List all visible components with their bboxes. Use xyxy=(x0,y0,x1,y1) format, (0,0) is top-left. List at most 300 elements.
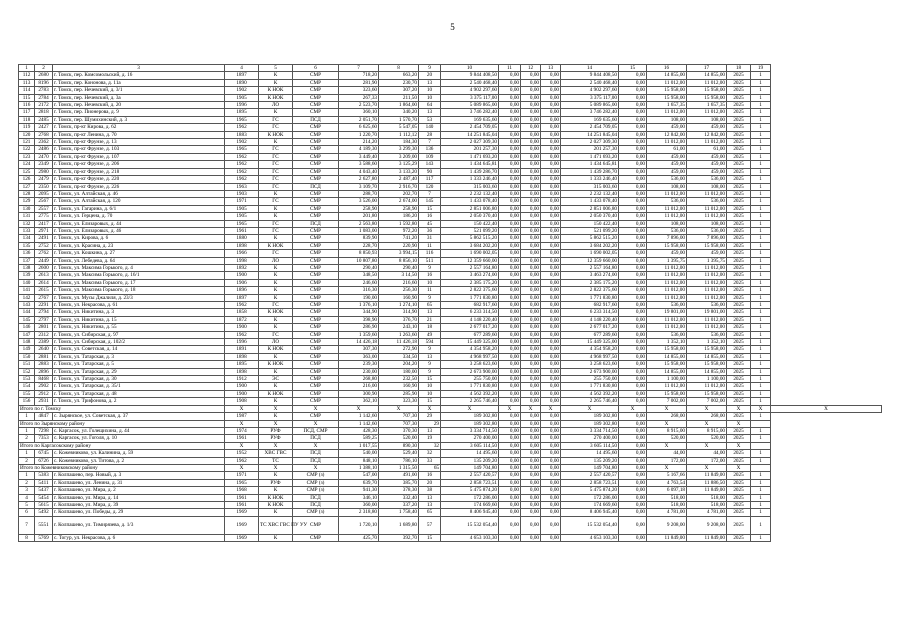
cell: 848,10 xyxy=(339,457,379,464)
column-number: 12 xyxy=(521,65,541,72)
cell: 0,00 xyxy=(499,161,521,168)
cell: 9 208,00 xyxy=(687,516,727,534)
cell: 363,00 xyxy=(339,353,379,360)
cell: 1 359,60 xyxy=(339,331,379,338)
cell: 270 400,00 xyxy=(441,435,499,442)
cell: 0,00 xyxy=(541,442,561,449)
cell: СМР xyxy=(293,383,339,390)
cell: 4 354 958,20 xyxy=(441,346,499,353)
cell: X xyxy=(441,405,499,412)
cell: ГС xyxy=(259,168,293,175)
cell: 2 232 132,40 xyxy=(441,190,499,197)
cell: 0,00 xyxy=(541,220,561,227)
cell: 0,00 xyxy=(521,227,541,234)
cell: 7 002,00 xyxy=(647,398,687,405)
cell: 0,00 xyxy=(619,264,647,271)
cell: 108,00 xyxy=(647,220,687,227)
cell: 152 xyxy=(19,368,35,375)
cell: 32 xyxy=(419,450,441,457)
table-row xyxy=(19,183,882,190)
cell: 3 209,00 xyxy=(379,153,419,160)
cell: 186,20 xyxy=(379,213,419,220)
cell: 9 844 408,50 xyxy=(561,72,619,79)
cell: 2 540 468,40 xyxy=(561,79,619,86)
cell: 0,00 xyxy=(499,324,521,331)
cell: СМР xyxy=(293,272,339,279)
cell: 2025 xyxy=(727,94,751,101)
cell: 0,00 xyxy=(619,146,647,153)
cell: 1 xyxy=(751,450,771,457)
cell: 11 886,50 xyxy=(687,479,727,486)
cell: 1 xyxy=(19,427,35,434)
cell: 2 627,80 xyxy=(339,176,379,183)
subtotal-label: Итого по Каргасокскому району xyxy=(19,442,225,449)
cell: г. Томск, пер. Нечевский, д. 20 xyxy=(53,102,225,109)
cell: ПСД xyxy=(293,501,339,508)
cell: 6 625,60 xyxy=(339,124,379,131)
cell: 2491 xyxy=(35,235,53,242)
cell: 378,30 xyxy=(379,487,419,494)
cell: СМР xyxy=(293,235,339,242)
cell: г. Томск, ул. Максима Горького, д. 16/1 xyxy=(53,272,225,279)
cell: 8196 xyxy=(35,79,53,86)
cell: К НОК xyxy=(259,361,293,368)
cell: 281,90 xyxy=(339,79,379,86)
cell: X xyxy=(259,420,293,427)
cell: 0,00 xyxy=(619,398,647,405)
cell: 11 012,00 xyxy=(647,316,687,323)
cell: 2025 xyxy=(727,205,751,212)
cell: 18 xyxy=(419,324,441,331)
cell: 1 471 693,20 xyxy=(561,153,619,160)
cell: 1974 xyxy=(225,427,259,434)
cell: 11 012,00 xyxy=(687,109,727,116)
cell: 1 xyxy=(751,339,771,346)
cell: 0,00 xyxy=(541,339,561,346)
cell: 2971 xyxy=(35,227,53,234)
cell: 0,00 xyxy=(541,168,561,175)
cell: К xyxy=(259,272,293,279)
table-row xyxy=(19,213,882,220)
cell: 1962 xyxy=(225,161,259,168)
cell: 1 592,80 xyxy=(379,220,419,227)
cell: СМР xyxy=(293,398,339,405)
cell: 136 xyxy=(419,146,441,153)
cell: 1971 xyxy=(225,472,259,479)
cell: 0,00 xyxy=(499,213,521,220)
cell: X xyxy=(521,405,541,412)
cell: 7 896,00 xyxy=(687,235,727,242)
cell: 14 855,00 xyxy=(647,72,687,79)
cell: 1 xyxy=(751,398,771,405)
cell: 941,30 xyxy=(339,487,379,494)
cell: 348,50 xyxy=(339,272,379,279)
cell: 5 xyxy=(19,501,35,508)
cell: X xyxy=(727,442,751,449)
table-row xyxy=(19,316,882,323)
cell: 151 xyxy=(19,361,35,368)
cell: 0,00 xyxy=(619,235,647,242)
cell: 1902 xyxy=(225,139,259,146)
cell: 2389 xyxy=(35,339,53,346)
cell: 2025 xyxy=(727,250,751,257)
cell: 11 012,00 xyxy=(647,272,687,279)
cell: 145 xyxy=(19,316,35,323)
cell: 1 771 830,80 xyxy=(561,383,619,390)
cell: г. Томск, ул. Кирова, д. 6 xyxy=(53,235,225,242)
cell: 392,70 xyxy=(379,534,419,541)
cell: 14 495,60 xyxy=(561,450,619,457)
cell: СМР xyxy=(293,139,339,146)
cell: 0,00 xyxy=(619,302,647,309)
cell: СМР xyxy=(293,153,339,160)
cell: 3 605 114,50 xyxy=(561,442,619,449)
cell: 108,00 xyxy=(647,183,687,190)
cell: 131 xyxy=(19,213,35,220)
cell: 0,00 xyxy=(541,287,561,294)
cell: 0,00 xyxy=(499,131,521,138)
cell: 13 xyxy=(419,494,441,501)
cell: г. Колпашево, ул. Ленина, д. 31 xyxy=(53,479,225,486)
cell: 11 012,00 xyxy=(647,287,687,294)
cell: 2025 xyxy=(727,287,751,294)
cell: 1 690 002,05 xyxy=(561,250,619,257)
cell: 1 xyxy=(751,302,771,309)
cell: ГС xyxy=(259,176,293,183)
cell: 2797 xyxy=(35,316,53,323)
cell: 15 958,00 xyxy=(687,346,727,353)
cell: ЛО xyxy=(259,257,293,264)
cell: 1961 xyxy=(225,501,259,508)
cell: К xyxy=(259,487,293,494)
cell: 290,40 xyxy=(339,264,379,271)
cell: 120 xyxy=(19,131,35,138)
cell: 2025 xyxy=(727,479,751,486)
cell: 2 563,80 xyxy=(339,220,379,227)
cell: К xyxy=(259,109,293,116)
cell: 11 426,18 xyxy=(379,339,419,346)
cell: 15 958,00 xyxy=(687,390,727,397)
cell: 1 433 078,40 xyxy=(441,198,499,205)
cell: 0,00 xyxy=(619,324,647,331)
cell: 38 xyxy=(419,487,441,494)
cell: 1 xyxy=(751,205,771,212)
cell: 0,00 xyxy=(499,168,521,175)
cell: 2 265 746,40 xyxy=(441,398,499,405)
cell: ТС xyxy=(259,457,293,464)
cell: X xyxy=(293,464,339,471)
cell: 11 xyxy=(419,287,441,294)
cell: 0,00 xyxy=(521,501,541,508)
cell: СМР (з) xyxy=(293,487,339,494)
cell: 11 012,00 xyxy=(687,294,727,301)
cell: 127 xyxy=(19,183,35,190)
cell: 255 750,00 xyxy=(561,376,619,383)
cell: 0,00 xyxy=(541,94,561,101)
cell: 15 958,00 xyxy=(647,242,687,249)
cell: 3 258 623,60 xyxy=(561,361,619,368)
cell: 425,70 xyxy=(339,534,379,541)
cell: 16 xyxy=(419,213,441,220)
cell: 2025 xyxy=(727,339,751,346)
cell: 0,00 xyxy=(541,390,561,397)
cell: 1 xyxy=(751,146,771,153)
cell: 139 xyxy=(19,272,35,279)
cell: X xyxy=(647,464,687,471)
cell: 1961 xyxy=(225,494,259,501)
table-row xyxy=(19,457,882,464)
cell: 0,00 xyxy=(499,331,521,338)
cell: ГС xyxy=(259,183,293,190)
cell: 0,00 xyxy=(499,109,521,116)
cell: СМР xyxy=(293,316,339,323)
cell: 1969 xyxy=(225,534,259,541)
cell: 2025 xyxy=(727,398,751,405)
cell: X xyxy=(647,405,687,412)
cell: СМР xyxy=(293,205,339,212)
cell: 2427 xyxy=(35,124,53,131)
cell: 0,00 xyxy=(541,487,561,494)
column-number: 14 xyxy=(561,65,619,72)
cell: 3 334 714,50 xyxy=(561,427,619,434)
cell: 3 526,00 xyxy=(339,198,379,205)
cell: 518,00 xyxy=(687,494,727,501)
cell: X xyxy=(771,405,882,412)
table-row xyxy=(19,435,882,442)
cell: 228,70 xyxy=(339,242,379,249)
cell: 2912 xyxy=(35,390,53,397)
cell: К xyxy=(259,294,293,301)
cell: 2025 xyxy=(727,124,751,131)
cell: ПСД xyxy=(293,494,339,501)
cell: К xyxy=(259,316,293,323)
cell: 31 xyxy=(419,235,441,242)
cell: 0,00 xyxy=(499,227,521,234)
cell: 3 xyxy=(19,487,35,494)
cell: 1 xyxy=(751,183,771,190)
cell: 7 002,00 xyxy=(687,398,727,405)
cell: 4 781,00 xyxy=(687,509,727,516)
cell: 7298 xyxy=(35,427,53,434)
cell: К xyxy=(259,287,293,294)
cell: 1965 xyxy=(225,220,259,227)
table-row xyxy=(19,509,882,516)
cell: 0,00 xyxy=(499,294,521,301)
cell: 155 xyxy=(19,390,35,397)
cell: 117 xyxy=(19,109,35,116)
cell: 2818 xyxy=(35,109,53,116)
cell: 2 916,70 xyxy=(379,183,419,190)
cell: 0,00 xyxy=(521,176,541,183)
cell: 0,00 xyxy=(499,376,521,383)
cell: г. Томск, ул. Максима Горького, д. 18 xyxy=(53,287,225,294)
cell: 1897 xyxy=(225,72,259,79)
cell: г. Колпашево, ул. Мира, д. 39 xyxy=(53,501,225,508)
cell: 1903 xyxy=(225,190,259,197)
cell: 1 xyxy=(751,346,771,353)
cell: 14 855,00 xyxy=(687,72,727,79)
cell: 10 xyxy=(419,383,441,390)
cell: 0,00 xyxy=(521,220,541,227)
cell: г. Томск, пер. Комсомольский, д. 16 xyxy=(53,72,225,79)
cell: 2 487,40 xyxy=(379,176,419,183)
table-row xyxy=(19,264,882,271)
cell: 14 855,00 xyxy=(647,368,687,375)
cell: 0,00 xyxy=(619,479,647,486)
cell: г. Томск, ул. Татарская, д. 3 xyxy=(53,353,225,360)
cell: 0,00 xyxy=(521,346,541,353)
cell: 0,00 xyxy=(619,87,647,94)
cell: 2025 xyxy=(727,146,751,153)
cell: 1 xyxy=(751,368,771,375)
cell: 2025 xyxy=(727,190,751,197)
cell: 0,00 xyxy=(499,442,521,449)
column-number: 5 xyxy=(259,65,293,72)
cell: 0,00 xyxy=(521,331,541,338)
cell: 2025 xyxy=(727,72,751,79)
cell: 1897 xyxy=(225,294,259,301)
cell: г. Томск, пр-кт Фрунзе, д. 226 xyxy=(53,183,225,190)
cell: 5 089 865,00 xyxy=(441,102,499,109)
cell: 2768 xyxy=(35,131,53,138)
cell: X xyxy=(225,442,259,449)
cell: 1 xyxy=(751,79,771,86)
cell: 2025 xyxy=(727,220,751,227)
column-number: 11 xyxy=(499,65,521,72)
cell: 154 xyxy=(19,383,35,390)
cell: г. Томск, пр-кт Фрунзе, д. 218 xyxy=(53,168,225,175)
cell: 2025 xyxy=(727,153,751,160)
table-row xyxy=(19,398,882,405)
subtotal-label: Итого по Зырянскому району xyxy=(19,420,225,427)
cell: 0,00 xyxy=(521,161,541,168)
cell: 11 012,00 xyxy=(687,79,727,86)
cell: 0,00 xyxy=(499,390,521,397)
cell: 132 xyxy=(19,220,35,227)
cell: 2600 xyxy=(35,264,53,271)
cell: 0,00 xyxy=(499,124,521,131)
cell: 1 xyxy=(751,316,771,323)
cell: 1952 xyxy=(225,450,259,457)
cell: 128 xyxy=(19,190,35,197)
cell: 20 xyxy=(419,479,441,486)
cell: г. Томск, ул. Алтайская, д. 46 xyxy=(53,190,225,197)
cell: 521 099,20 xyxy=(441,227,499,234)
cell: 2614 xyxy=(35,279,53,286)
cell: X xyxy=(647,420,687,427)
cell: 1 434 645,81 xyxy=(441,161,499,168)
table-row xyxy=(19,176,882,183)
cell: 3 375 117,00 xyxy=(561,94,619,101)
cell: СМР xyxy=(293,294,339,301)
cell: 718,20 xyxy=(339,72,379,79)
cell: 0,00 xyxy=(541,324,561,331)
cell: 2 232 132,40 xyxy=(561,190,619,197)
cell: 0,00 xyxy=(541,294,561,301)
column-number: 15 xyxy=(619,65,647,72)
cell: ГС xyxy=(259,250,293,257)
cell: СМР xyxy=(293,534,339,541)
cell: 121 xyxy=(19,139,35,146)
cell: 5437 xyxy=(35,487,53,494)
cell: 172 286,00 xyxy=(441,494,499,501)
cell: 0,00 xyxy=(619,198,647,205)
cell: 0,00 xyxy=(499,72,521,79)
cell: 2 557 164,80 xyxy=(561,264,619,271)
cell: 15 958,00 xyxy=(647,361,687,368)
cell: 2784 xyxy=(35,94,53,101)
cell: ПСД xyxy=(293,220,339,227)
cell: 12 842,00 xyxy=(687,131,727,138)
cell: К xyxy=(259,205,293,212)
cell: 0,00 xyxy=(619,72,647,79)
cell: 184,30 xyxy=(379,139,419,146)
cell: 0,00 xyxy=(541,494,561,501)
cell: 1961 xyxy=(225,435,259,442)
cell: 1896 xyxy=(225,287,259,294)
cell: 61,00 xyxy=(647,146,687,153)
cell: 243,10 xyxy=(379,324,419,331)
cell: 1968 xyxy=(225,487,259,494)
cell: 216,00 xyxy=(339,383,379,390)
cell: 11 849,00 xyxy=(687,534,727,541)
cell: 216,60 xyxy=(379,279,419,286)
cell: г. Колпашево, ул. Мира, д. 14 xyxy=(53,494,225,501)
cell: 1 315,50 xyxy=(379,464,419,471)
cell: 230,00 xyxy=(339,368,379,375)
cell: 2025 xyxy=(727,472,751,479)
cell: 362,10 xyxy=(339,398,379,405)
cell: 2025 xyxy=(727,457,751,464)
cell: 491,00 xyxy=(379,472,419,479)
cell: 0,00 xyxy=(499,472,521,479)
cell: 707,30 xyxy=(379,420,419,427)
cell: 2025 xyxy=(727,324,751,331)
table-row xyxy=(19,309,882,316)
cell: 3 588,60 xyxy=(339,161,379,168)
cell: СМР xyxy=(293,331,339,338)
cell: 14 426,18 xyxy=(339,339,379,346)
cell: 1 xyxy=(751,457,771,464)
cell: 1 xyxy=(751,479,771,486)
cell: 202,70 xyxy=(379,190,419,197)
cell: СМР xyxy=(293,176,339,183)
cell: 0,00 xyxy=(541,124,561,131)
cell: 11 012,00 xyxy=(647,139,687,146)
cell: 21 xyxy=(419,316,441,323)
column-number: 2 xyxy=(35,65,53,72)
cell: 0,00 xyxy=(499,176,521,183)
cell: 0,00 xyxy=(619,368,647,375)
cell: 1962 xyxy=(225,457,259,464)
cell: г. Томск, ул. Максима Горького, д. 17 xyxy=(53,279,225,286)
cell: 0,00 xyxy=(541,331,561,338)
cell: г. Томск, ул. Никитина, д. 3 xyxy=(53,309,225,316)
cell: г. Колпашево, ул. Тимирязева, д. 1/3 xyxy=(53,516,225,534)
cell: 14 251 845,04 xyxy=(561,131,619,138)
cell: 172,00 xyxy=(687,457,727,464)
cell: 11 012,00 xyxy=(687,279,727,286)
cell: 459,00 xyxy=(687,161,727,168)
cell: 1 xyxy=(751,198,771,205)
cell: 518,00 xyxy=(647,494,687,501)
cell: 11 xyxy=(419,242,441,249)
cell: 13 xyxy=(419,309,441,316)
cell: 12 359 660,00 xyxy=(561,257,619,264)
cell: 0,00 xyxy=(541,368,561,375)
cell: 2980 xyxy=(35,168,53,175)
cell: 5383 xyxy=(35,472,53,479)
